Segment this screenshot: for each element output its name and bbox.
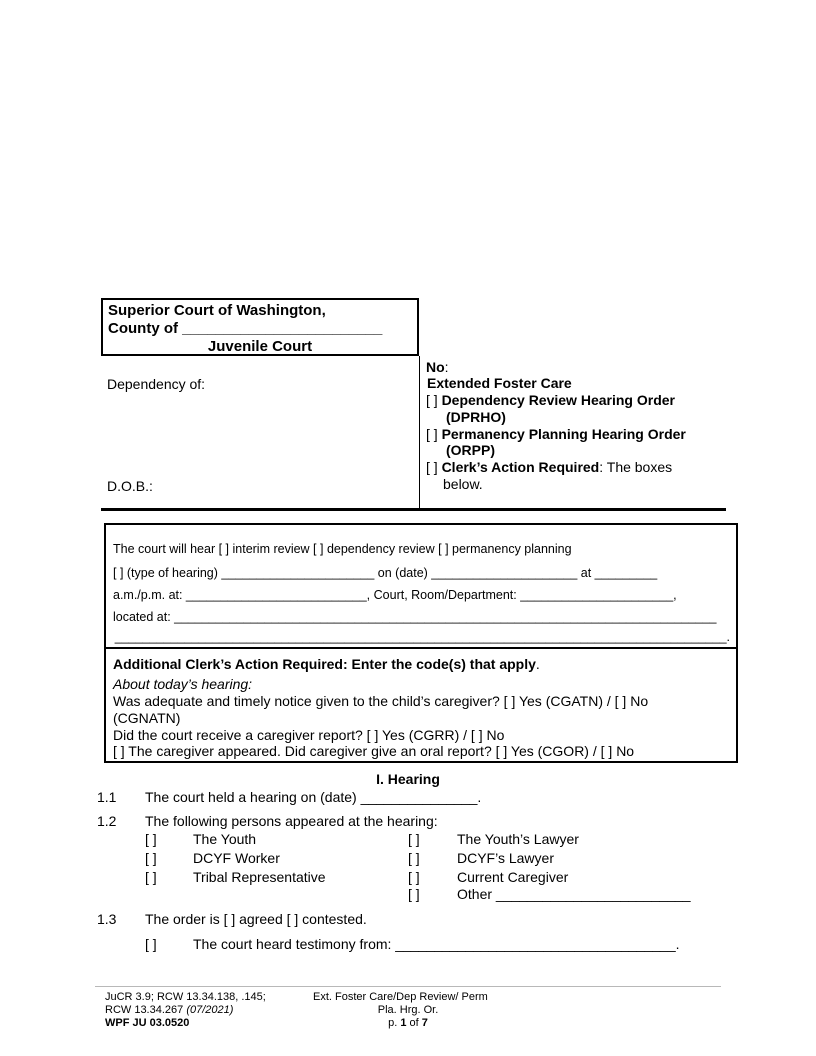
footer-form-title-2: Pla. Hrg. Or. (377, 1004, 439, 1016)
person-tribal-rep: Tribal Representative (193, 869, 326, 885)
question-caregiver-notice-cont: (CGNATN) (113, 710, 181, 726)
footer-page-number: p. 1 of 7 (388, 1017, 428, 1029)
court-name-box (101, 298, 419, 356)
question-caregiver-notice: Was adequate and timely notice given to the child’s caregiver? [ ] Yes (CGATN) / [ ] No (113, 693, 649, 709)
person-other: Other _________________________ (457, 886, 691, 902)
document-title: Extended Foster Care (427, 375, 572, 391)
section-1-1-text: The court held a hearing on (date) _______________. (145, 789, 482, 805)
footer-rule (95, 986, 721, 987)
option-clerk-action: [ ] Clerk’s Action Required: The boxes (426, 459, 673, 475)
footer-form-title-1: Ext. Foster Care/Dep Review/ Perm (313, 991, 488, 1003)
checkbox-other[interactable]: [ ] (408, 886, 420, 902)
footer-form-number: WPF JU 03.0520 (105, 1017, 190, 1029)
notice-line-3: a.m./p.m. at: __________________________, Court, Room/Department: ______________________, (113, 588, 677, 602)
case-number-label: No: (426, 359, 449, 375)
footer-rule-citation-2: RCW 13.34.267 (07/2021) (105, 1004, 234, 1016)
option-clerk-action-cont: below. (443, 476, 483, 492)
checkbox[interactable]: [ ] (426, 392, 438, 408)
person-youth-lawyer: The Youth’s Lawyer (457, 831, 579, 847)
option-dprho-abbr: (DPRHO) (446, 409, 506, 425)
checkbox[interactable]: [ ] (426, 426, 438, 442)
checkbox-testimony[interactable]: [ ] (145, 936, 157, 952)
notice-line-1: The court will hear [ ] interim review [ ] dependency review [ ] permanency planning (113, 542, 572, 556)
notice-line-4: located at: ______________________________________________________________________________ (113, 610, 717, 624)
about-hearing-label: About today’s hearing: (113, 676, 253, 692)
person-dcyf-worker: DCYF Worker (193, 850, 280, 866)
section-1-3-text: The order is [ ] agreed [ ] contested. (145, 911, 367, 927)
clerk-action-heading: Additional Clerk’s Action Required: Enter the code(s) that apply. (113, 656, 540, 672)
checkbox-dcyf-worker[interactable]: [ ] (145, 850, 157, 866)
checkbox-youth[interactable]: [ ] (145, 831, 157, 847)
section-heading-hearing: I. Hearing (376, 771, 440, 787)
section-1-2-text: The following persons appeared at the hearing: (145, 813, 438, 829)
notice-line-5: ________________________________________________________________________________________. (114, 630, 730, 644)
caption-bottom-rule (101, 508, 726, 511)
checkbox[interactable]: [ ] (426, 459, 438, 475)
option-orpp: [ ] Permanency Planning Hearing Order (426, 426, 686, 442)
checkbox-tribal-rep[interactable]: [ ] (145, 869, 157, 885)
dependency-of-label: Dependency of: (107, 376, 206, 392)
section-1-2-number: 1.2 (97, 813, 117, 829)
person-dcyf-lawyer: DCYF’s Lawyer (457, 850, 554, 866)
section-1-3-number: 1.3 (97, 911, 117, 927)
notice-divider (104, 647, 738, 649)
person-youth: The Youth (193, 831, 257, 847)
person-current-caregiver: Current Caregiver (457, 869, 569, 885)
testimony-line: The court heard testimony from: ____________________________________. (193, 936, 680, 952)
option-dprho: [ ] Dependency Review Hearing Order (426, 392, 675, 408)
checkbox-dcyf-lawyer[interactable]: [ ] (408, 850, 420, 866)
county-line: County of ________________________ (108, 320, 383, 337)
caption-vertical-divider (419, 356, 420, 508)
juvenile-court-line: Juvenile Court (207, 338, 313, 355)
court-name-line1: Superior Court of Washington, (108, 302, 326, 319)
question-caregiver-oral-report: [ ] The caregiver appeared. Did caregiver give an oral report? [ ] Yes (CGOR) / [ ] No (113, 743, 635, 759)
footer-rule-citation-1: JuCR 3.9; RCW 13.34.138, .145; (105, 991, 266, 1003)
dob-label: D.O.B.: (107, 478, 153, 494)
notice-line-2: [ ] (type of hearing) ______________________ on (date) _____________________ at _________ (113, 566, 658, 580)
section-1-1-number: 1.1 (97, 789, 117, 805)
question-caregiver-report: Did the court receive a caregiver report? [ ] Yes (CGRR) / [ ] No (113, 727, 505, 743)
checkbox-current-caregiver[interactable]: [ ] (408, 869, 420, 885)
checkbox-youth-lawyer[interactable]: [ ] (408, 831, 420, 847)
option-orpp-abbr: (ORPP) (446, 442, 495, 458)
